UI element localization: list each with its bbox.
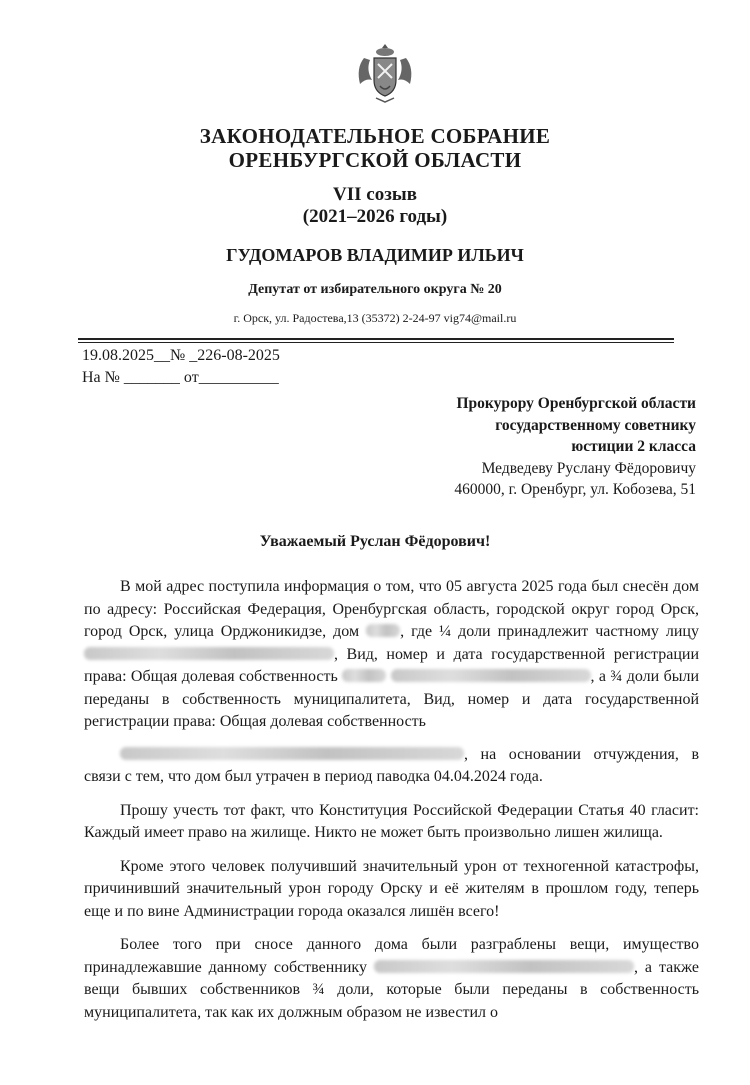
greeting: Уважаемый Руслан Фёдорович!	[259, 533, 491, 550]
deputy-title: Депутат от избирательного округа № 20	[248, 282, 502, 297]
redacted-text	[391, 669, 591, 682]
deputy-contacts: г. Орск, ул. Радостева,13 (35372) 2-24-97 vig74@mail.ru	[233, 311, 517, 325]
outgoing-number: 19.08.2025__№ _226-08-2025	[82, 347, 280, 364]
paragraph	[84, 576, 699, 734]
redacted-text	[84, 647, 334, 660]
redacted-text	[366, 624, 400, 637]
convocation-years: (2021–2026 годы)	[302, 206, 448, 227]
redacted-text	[120, 747, 464, 760]
recipient-line: Прокурору Оренбургской области	[456, 395, 696, 412]
recipient-line: государственному советнику	[495, 416, 696, 434]
redacted-text	[342, 669, 386, 682]
paragraph-text: , а также вещи бывших собственников ¾ доли, которые были переданы в собственность муниципалитета, так как их должным образом не известил о	[84, 958, 700, 1021]
header-divider	[78, 338, 674, 340]
paragraph	[84, 744, 699, 789]
paragraph-text: , Вид, номер и дата государственной регистрации права: Общая долевая собственность	[84, 645, 699, 685]
paragraph: Кроме этого человек получивший значительный урон от техногенной катастрофы, причинивший значительный урон городу Орску и её жителям в прошлом году, теперь еще и по вине Администрации города оказался лишён всего!	[84, 857, 699, 920]
paragraph-text: Более того при сносе данного дома были разграблены вещи, имущество принадлежавшие данному собственнику	[84, 936, 699, 976]
paragraph-text: , где ¼ доли принадлежит частному лицу	[400, 623, 699, 640]
paragraph	[84, 934, 699, 1024]
paragraph-text: В мой адрес поступила информация о том, что 05 августа 2025 года был снесён дом по адресу: Российская Федерация, Оренбургская область, городской округ город Орск, город Орск, улица Орджоникидзе, дом	[84, 578, 699, 640]
recipient-line: юстиции 2 класса	[571, 438, 696, 455]
header-divider-thin	[78, 342, 674, 343]
recipient-address: 460000, г. Оренбург, ул. Кобозева, 51	[454, 481, 696, 498]
paragraph-text: , на основании отчуждения, в связи с тем, что дом был утрачен в период паводка 04.04.2024 года.	[84, 745, 699, 785]
org-name-line1: ЗАКОНОДАТЕЛЬНОЕ СОБРАНИЕ	[199, 124, 551, 148]
recipient-line: Медведеву Руслану Фёдоровичу	[481, 459, 696, 477]
paragraph-text: , а ¾ доли были переданы в собственность муниципалитета, Вид, номер и дата государственной регистрации права: Общая долевая собственность	[84, 668, 700, 730]
letter-body	[84, 576, 699, 1024]
coat-of-arms-icon	[354, 40, 416, 104]
recipient-block	[454, 393, 696, 501]
org-name-line2: ОРЕНБУРГСКОЙ ОБЛАСТИ	[228, 148, 522, 172]
convocation: VII созыв	[333, 184, 417, 205]
paragraph: Прошу учесть тот факт, что Конституция Российской Федерации Статья 40 гласит: Каждый имеет право на жилище. Никто не может быть произвольно лишен жилища.	[84, 801, 699, 841]
incoming-reference: На № _______ от__________	[82, 369, 279, 386]
deputy-name: ГУДОМАРОВ ВЛАДИМИР ИЛЬИЧ	[226, 245, 524, 265]
redacted-text	[374, 960, 634, 973]
